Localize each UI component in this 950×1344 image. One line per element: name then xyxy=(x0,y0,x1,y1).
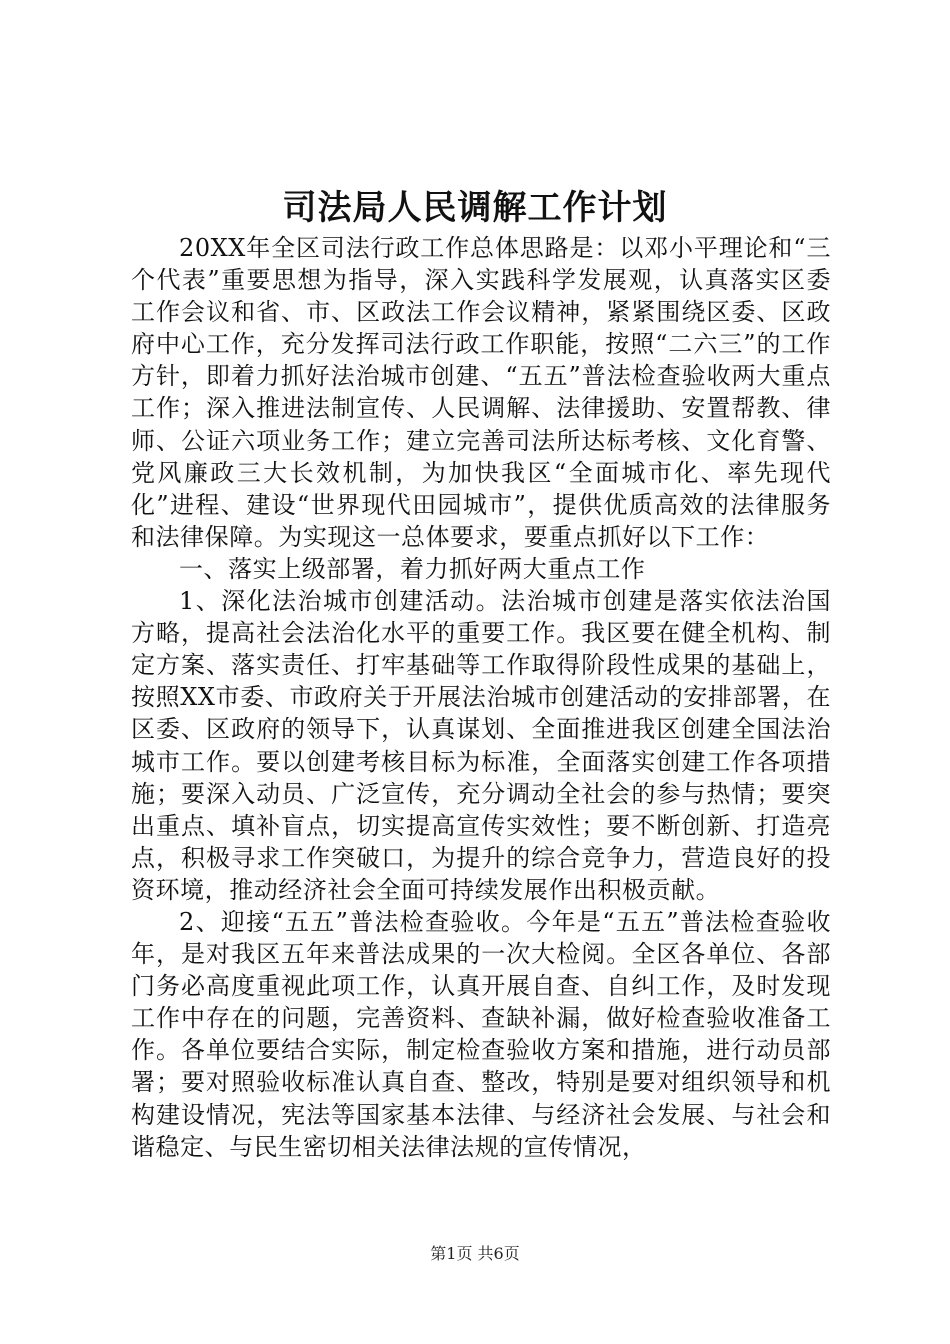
page-number-footer: 第1页 共6页 xyxy=(430,1244,520,1263)
document-body xyxy=(131,232,831,1163)
intro-paragraph: 20XX年全区司法行政工作总体思路是：以邓小平理论和“三个代表”重要思想为指导，深入实践科学发展观，认真落实区委工作会议和省、市、区政法工作会议精神，紧紧围绕区委、区政府中心工作，充分发挥司法行政工作职能，按照“二六三”的工作方针，即着力抓好法治城市创建、“五五”普法检查验收两大重点工作；深入推进法制宣传、人民调解、法律援助、安置帮教、律师、公证六项业务工作；建立完善司法所达标考核、文化育警、党风廉政三大长效机制，为加快我区“全面城市化、率先现代化”进程、建设“世界现代田园城市”，提供优质高效的法律服务和法律保障。为实现这一总体要求，要重点抓好以下工作： xyxy=(131,234,831,551)
item-1-paragraph: 1、深化法治城市创建活动。法治城市创建是落实依法治国方略，提高社会法治化水平的重要工作。我区要在健全机构、制定方案、落实责任、打牢基础等工作取得阶段性成果的基础上，按照XX市委、市政府关于开展法治城市创建活动的安排部署，在区委、区政府的领导下，认真谋划、全面推进我区创建全国法治城市工作。要以创建考核目标为标准，全面落实创建工作各项措施；要深入动员、广泛宣传，充分调动全社会的参与热情；要突出重点、填补盲点，切实提高宣传实效性；要不断创新、打造亮点，积极寻求工作突破口，为提升的综合竞争力，营造良好的投资环境，推动经济社会全面可持续发展作出积极贡献。 xyxy=(131,587,831,904)
item-2-paragraph: 2、迎接“五五”普法检查验收。今年是“五五”普法检查验收年，是对我区五年来普法成果的一次大检阅。全区各单位、各部门务必高度重视此项工作，认真开展自查、自纠工作，及时发现工作中存在的问题，完善资料、查缺补漏，做好检查验收准备工作。各单位要结合实际，制定检查验收方案和措施，进行动员部署；要对照验收标准认真自查、整改，特别是要对组织领导和机构建设情况，宪法等国家基本法律、与经济社会发展、与社会和谐稳定、与民生密切相关法律法规的宣传情况， xyxy=(131,907,831,1161)
document-title: 司法局人民调解工作计划 xyxy=(282,188,668,228)
section-heading-1: 一、落实上级部署，着力抓好两大重点工作 xyxy=(179,554,646,583)
